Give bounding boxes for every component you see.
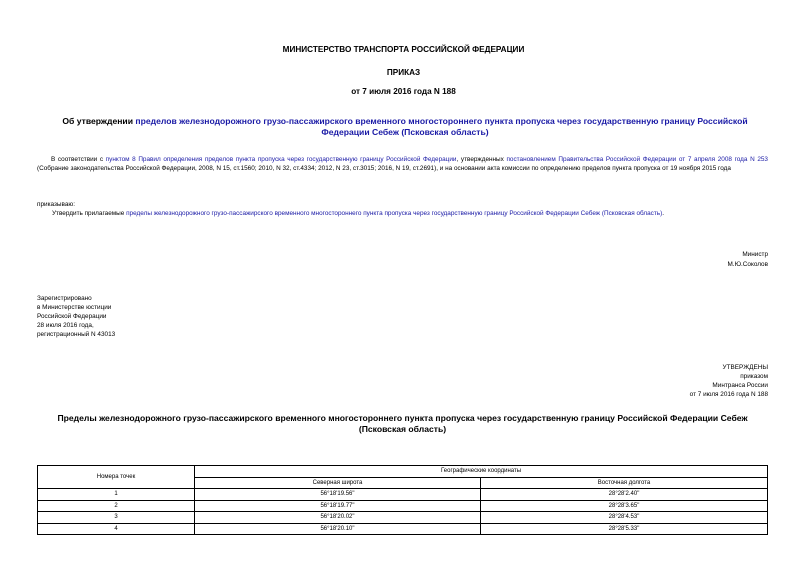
point-longitude: 28°28'3.65" xyxy=(481,500,768,512)
registration-line: регистрационный N 43013 xyxy=(37,331,116,338)
approval-block xyxy=(560,363,768,399)
document-date-number: от 7 июля 2016 года N 188 xyxy=(351,87,456,96)
preamble-link-rules[interactable]: пунктом 8 Правил определения пределов пункта пропуска через государственную границу Российской Федерации xyxy=(105,156,457,163)
table-row xyxy=(38,512,768,524)
order-text-2: . xyxy=(662,210,665,217)
point-longitude: 28°28'5.33" xyxy=(481,523,768,535)
signature-position: Министр xyxy=(742,251,768,258)
order-word: приказываю: xyxy=(37,201,75,208)
document-type: ПРИКАЗ xyxy=(386,68,421,77)
registration-line: Зарегистрировано xyxy=(37,295,92,302)
table-header-row xyxy=(38,466,768,478)
approval-line: от 7 июля 2016 года N 188 xyxy=(689,391,768,398)
point-number: 3 xyxy=(38,512,195,524)
point-number: 1 xyxy=(38,489,195,501)
registration-line: 28 июля 2016 года, xyxy=(37,322,94,329)
coordinates-table xyxy=(37,465,768,535)
point-longitude: 28°28'2.40" xyxy=(481,489,768,501)
order-link-limits[interactable]: пределы железнодорожного грузо-пассажирского временного многостороннего пункта пропуска через государственную границу Российской Федерации Себеж (Псковская область) xyxy=(126,210,663,217)
registration-line: в Министерстве юстиции xyxy=(37,304,112,311)
preamble-paragraph xyxy=(37,155,768,173)
header-longitude: Восточная долгота xyxy=(481,477,768,489)
preamble-link-decree[interactable]: постановлением Правительства Российской Федерации от 7 апреля 2008 года N 253 xyxy=(506,156,768,163)
table-row xyxy=(38,500,768,512)
preamble-text-1: В соответствии с xyxy=(51,156,106,163)
approval-line: УТВЕРЖДЕНЫ xyxy=(722,364,768,371)
point-number: 2 xyxy=(38,500,195,512)
point-latitude: 56°18'20.10" xyxy=(195,523,481,535)
approval-line: Минтранса России xyxy=(712,382,768,389)
signature-name: М.Ю.Соколов xyxy=(727,261,768,268)
ministry-heading: МИНИСТЕРСТВО ТРАНСПОРТА РОССИЙСКОЙ ФЕДЕРАЦИИ xyxy=(282,45,525,54)
section-title: Пределы железнодорожного грузо-пассажирского временного многостороннего пункта пропуска через государственную границу Российской Федерации Себеж (Псковская область) xyxy=(57,413,748,434)
order-paragraph xyxy=(52,209,768,218)
approval-line: приказом xyxy=(740,373,768,380)
point-latitude: 56°18'19.77" xyxy=(195,500,481,512)
registration-line: Российской Федерации xyxy=(37,313,107,320)
preamble-text-3: (Собрание законодательства Российской Федерации, 2008, N 15, ст.1560; 2010, N 32, ст.4334; 2012, N 23, ст.3015; 2016, N 19, ст.2691), и на основании акта комиссии по определению пределов пункта пропуска от 19 ноября 2015 года xyxy=(37,165,731,172)
order-text-1: Утвердить прилагаемые xyxy=(52,210,127,217)
point-latitude: 56°18'19.56" xyxy=(195,489,481,501)
header-point-numbers: Номера точек xyxy=(38,466,195,489)
registration-block xyxy=(37,294,115,339)
table-row xyxy=(38,523,768,535)
title-link[interactable]: пределов железнодорожного грузо-пассажирского временного многостороннего пункта пропуска через государственную границу Российской Федерации Себеж (Псковская область) xyxy=(135,116,748,137)
title-prefix: Об утверждении xyxy=(62,116,136,126)
table-row xyxy=(38,489,768,501)
document-title xyxy=(55,116,755,138)
point-longitude: 28°28'4.53" xyxy=(481,512,768,524)
point-number: 4 xyxy=(38,523,195,535)
point-latitude: 56°18'20.02" xyxy=(195,512,481,524)
header-latitude: Северная широта xyxy=(195,477,481,489)
header-geo-coordinates: Географические координаты xyxy=(195,466,768,478)
preamble-text-2: , утвержденных xyxy=(456,156,507,163)
